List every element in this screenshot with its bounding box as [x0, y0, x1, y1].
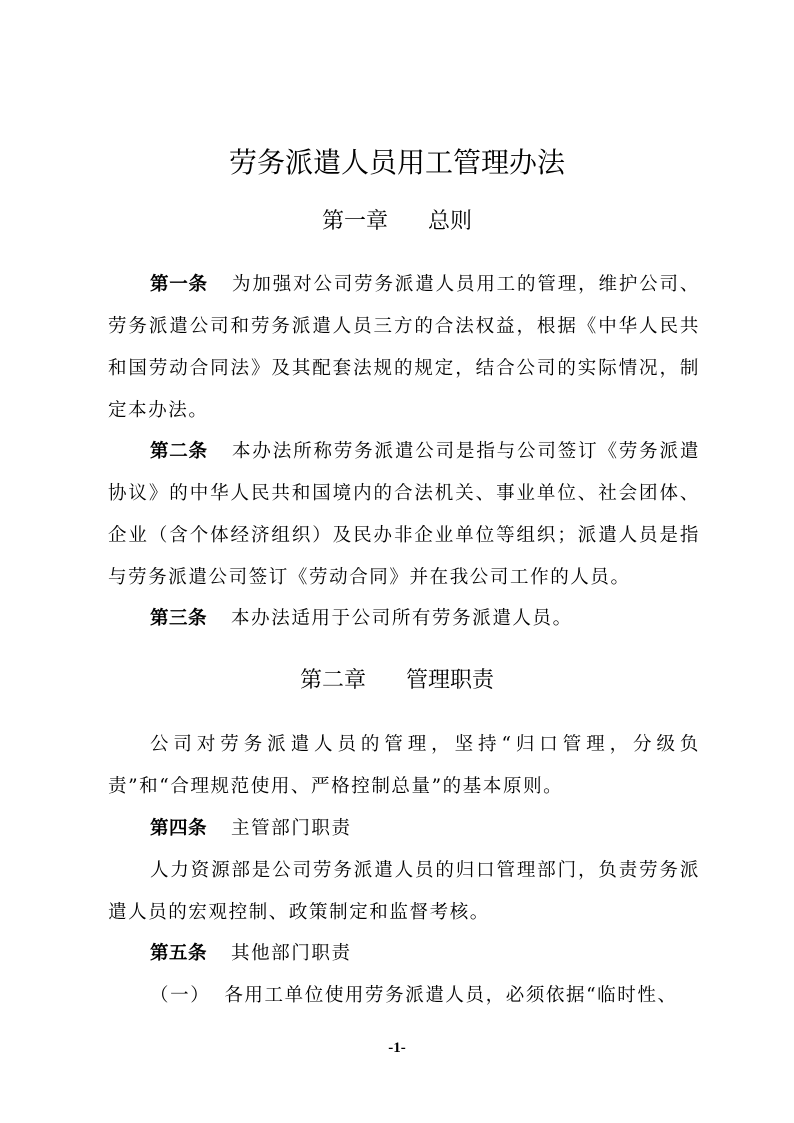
- item-1-text: 各用工单位使用劳务派遣人员，必须依据“临时性、: [224, 985, 678, 1006]
- article-4-label: 第四条: [150, 818, 208, 839]
- article-5-text: 其他部门职责: [231, 943, 352, 964]
- article-1: [108, 264, 700, 432]
- chapter-1-number: 第一章: [321, 209, 388, 234]
- chapter-1-name: 总则: [428, 209, 473, 234]
- article-4-text: 主管部门职责: [231, 818, 352, 839]
- article-3-label: 第三条: [150, 608, 208, 629]
- chapter-1-heading: [0, 205, 794, 239]
- article-2-text: 本办法所称劳务派遣公司是指与公司签订《劳务派遣协议》的中华人民共和国境内的合法机关、事业单位、社会团体、企业（含个体经济组织）及民办非企业单位等组织；派遣人员是指与劳务派遣公司签订《劳动合同》并在我公司工作的人员。: [108, 441, 700, 588]
- item-1-label: （一）: [150, 985, 211, 1006]
- article-1-text: 为加强对公司劳务派遣人员用工的管理，维护公司、劳务派遣公司和劳务派遣人员三方的合法权益，根据《中华人民共和国劳动合同法》及其配套法规的规定，结合公司的实际情况，制定本办法。: [108, 274, 700, 421]
- article-2: [108, 431, 700, 599]
- chapter-2-name: 管理职责: [406, 668, 495, 693]
- article-5-label: 第五条: [150, 943, 208, 964]
- chapter-2-number: 第二章: [299, 668, 366, 693]
- article-3-text: 本办法适用于公司所有劳务派遣人员。: [231, 608, 573, 629]
- page-number: -1-: [388, 1040, 406, 1056]
- article-5: [108, 933, 700, 975]
- chapter-2-heading: [0, 664, 794, 698]
- article-3: [108, 598, 700, 640]
- principle-paragraph: 公司对劳务派遣人员的管理，坚持“归口管理，分级负责”和“合理规范使用、严格控制总量”的基本原则。: [108, 734, 700, 797]
- article-4-body: 人力资源部是公司劳务派遣人员的归口管理部门，负责劳务派遣人员的宏观控制、政策制定和监督考核。: [108, 860, 700, 923]
- article-4: [108, 808, 700, 850]
- article-1-label: 第一条: [150, 274, 208, 295]
- item-1: [150, 981, 710, 1011]
- document-title: 劳务派遣人员用工管理办法: [228, 146, 565, 179]
- article-2-label: 第二条: [150, 441, 208, 462]
